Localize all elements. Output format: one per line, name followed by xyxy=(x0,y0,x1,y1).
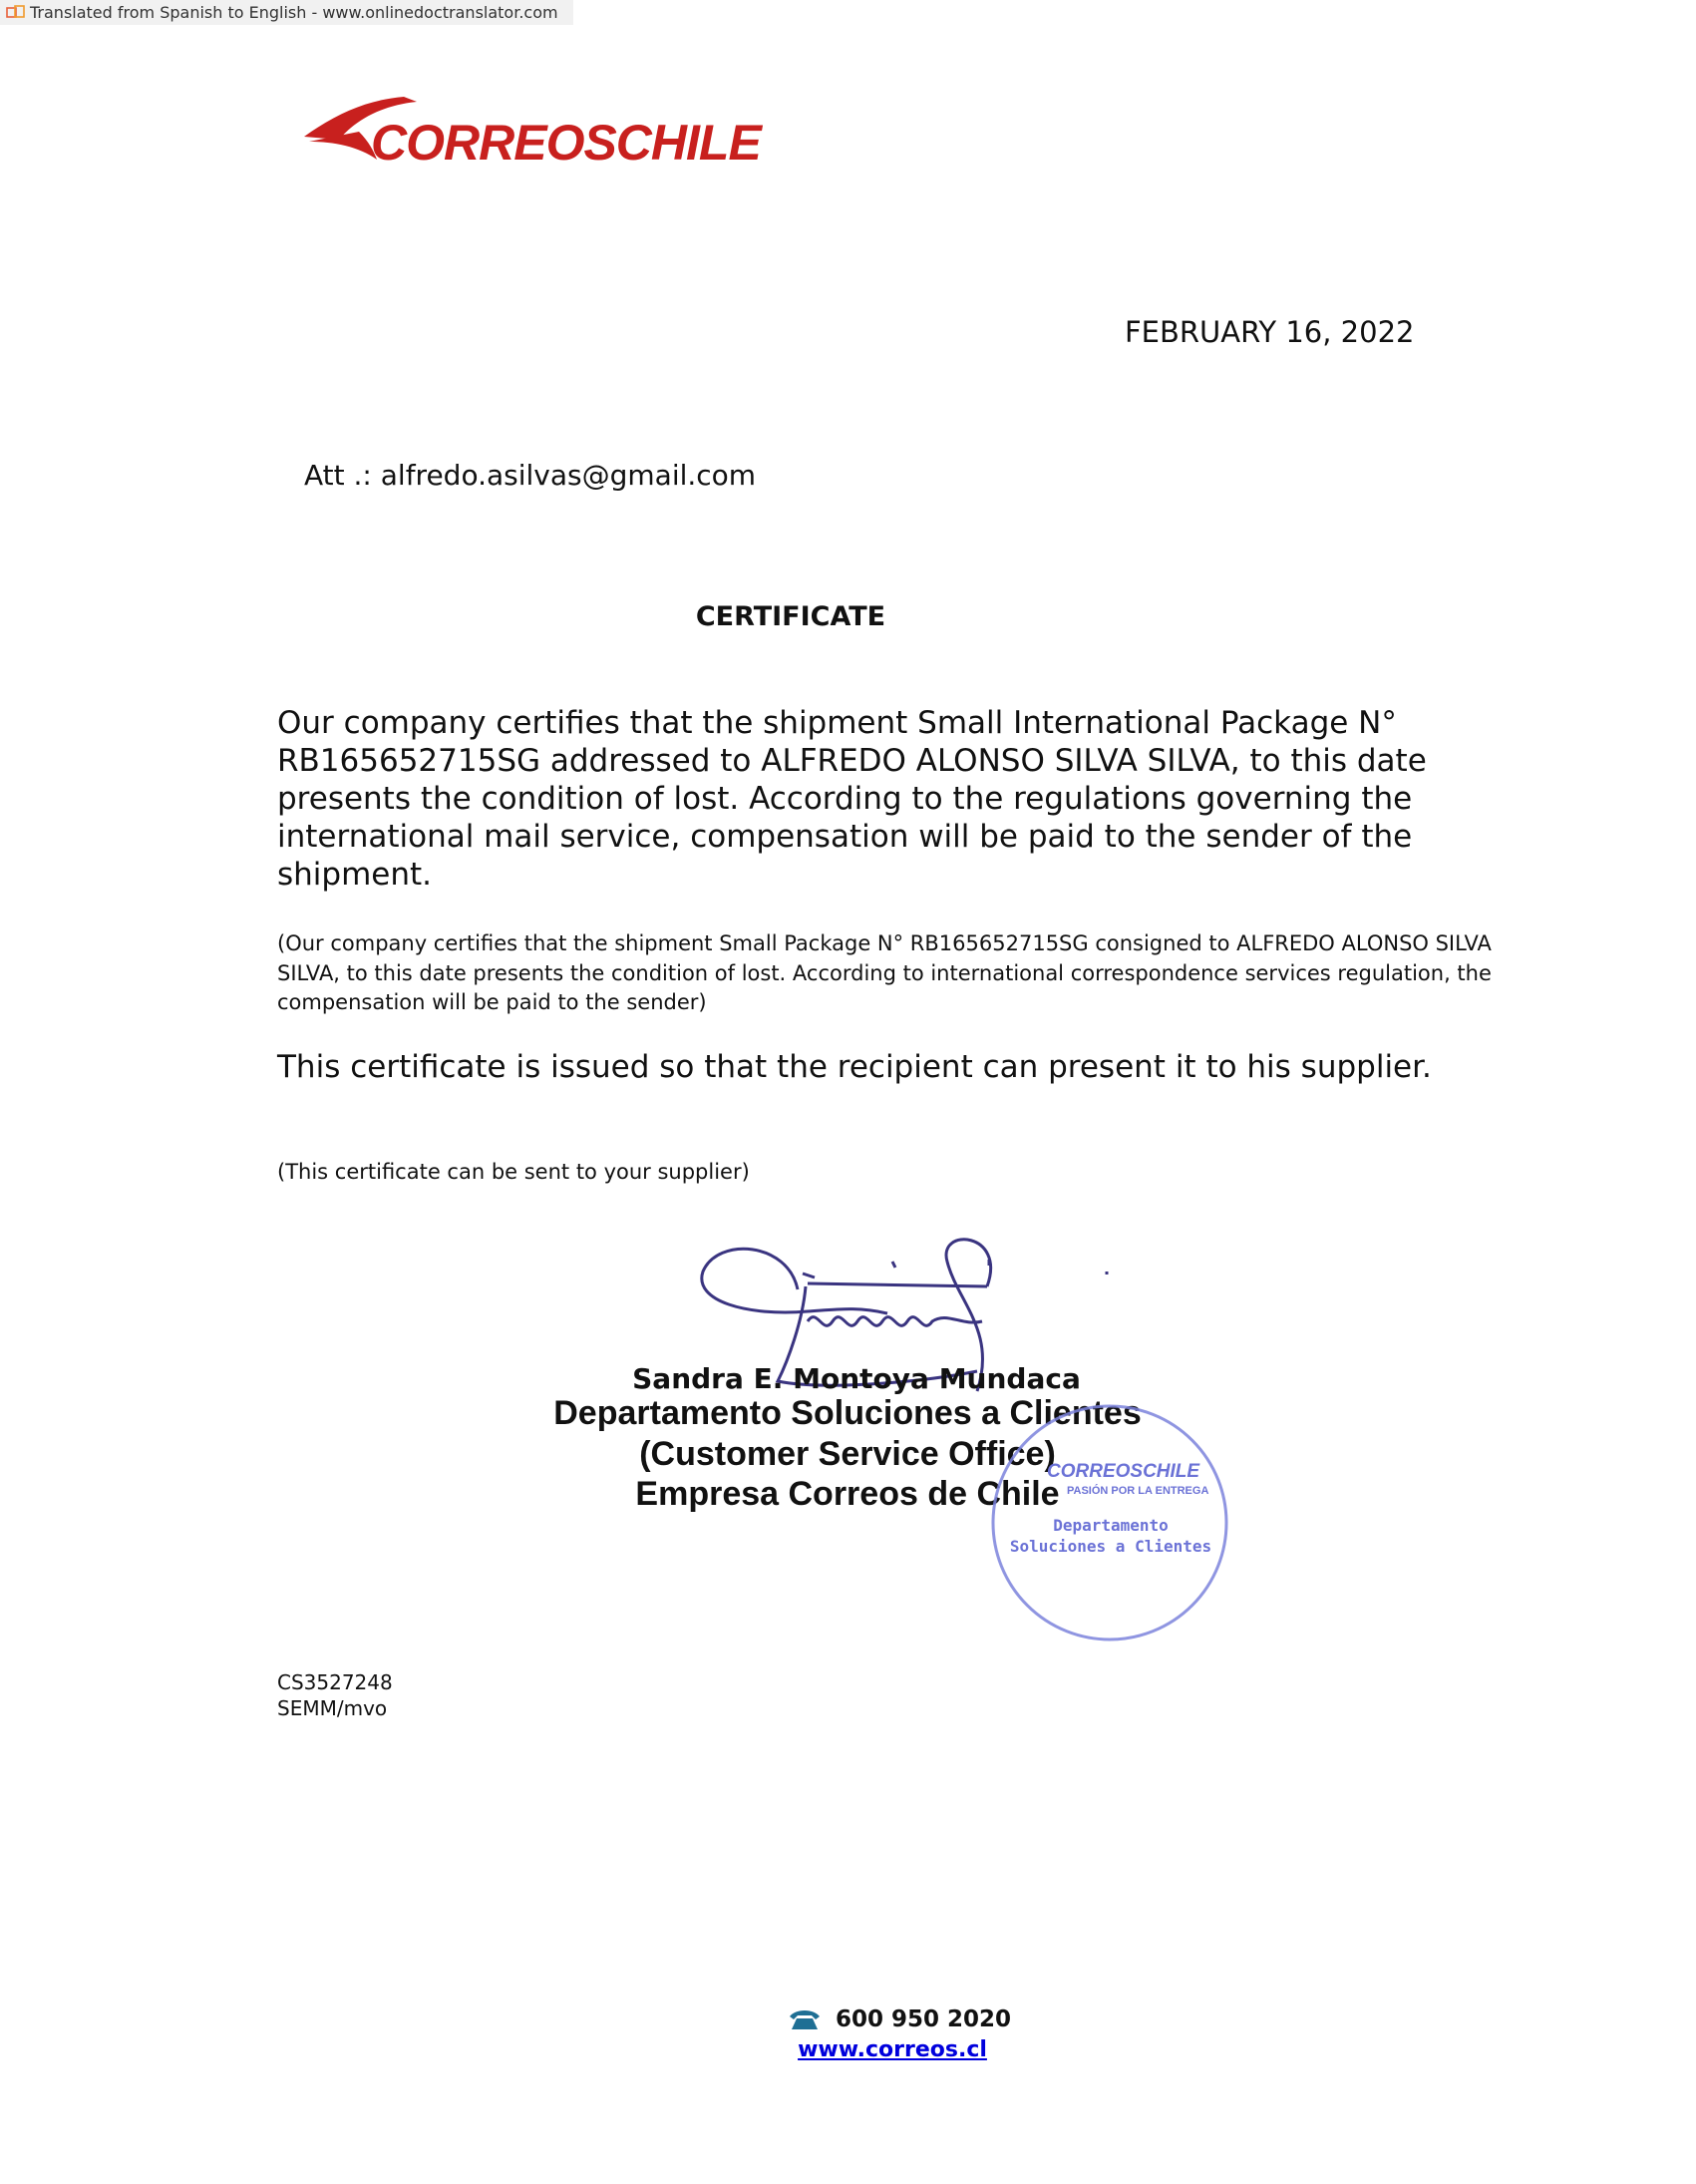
svg-text:CORREOSCHILE: CORREOSCHILE xyxy=(1047,1461,1200,1482)
banner-text: Translated from Spanish to English - www.onlinedoctranslator.com xyxy=(30,3,558,22)
svg-text:PASIÓN POR LA ENTREGA: PASIÓN POR LA ENTREGA xyxy=(1067,1485,1209,1497)
signatory-company: Empresa Correos de Chile xyxy=(635,1475,1060,1513)
issue-paragraph: This certificate is issued so that the recipient can present it to his supplier. xyxy=(277,1049,1432,1085)
letter-date: FEBRUARY 16, 2022 xyxy=(1125,315,1415,349)
website-link[interactable]: www.correos.cl xyxy=(798,2037,987,2062)
svg-text:Soluciones a Clientes: Soluciones a Clientes xyxy=(1009,1537,1212,1556)
main-paragraph: Our company certifies that the shipment Small International Package N° RB165652715SG addressed to ALFREDO ALONSO SILVA SILVA, to this date presents the condition of lost. According to the regulations governing the international mail service, compensation will be paid to the sender of the shipment. xyxy=(277,705,1427,893)
phone-number: 600 950 2020 xyxy=(836,2006,1012,2032)
reference-initials: SEMM/mvo xyxy=(277,1696,388,1720)
footer-phone xyxy=(788,2006,1011,2032)
secondary-paragraph: (Our company certifies that the shipment Small Package N° RB165652715SG consigned to ALFREDO ALONSO SILVA SILVA, to this date presents the condition of lost. According to international correspondence services regulation, the compensation will be paid to the sender) xyxy=(277,931,1492,1014)
signatory-name: Sandra E. Montoya Mundaca xyxy=(632,1362,1081,1395)
svg-text:Departamento: Departamento xyxy=(1053,1516,1169,1535)
signatory-department: Departamento Soluciones a Clientes xyxy=(553,1394,1142,1432)
supplier-note: (This certificate can be sent to your supplier) xyxy=(277,1160,750,1184)
telephone-icon xyxy=(788,2008,822,2030)
svg-text:CORREOSCHILE: CORREOSCHILE xyxy=(371,115,761,171)
document-title: CERTIFICATE xyxy=(695,601,886,632)
correoschile-logo xyxy=(299,92,788,176)
translate-icon xyxy=(6,5,26,21)
translation-banner[interactable] xyxy=(0,0,573,25)
signatory-department-english: (Customer Service Office) xyxy=(639,1435,1056,1473)
reference-code: CS3527248 xyxy=(277,1670,393,1694)
attention-line: Att .: alfredo.asilvas@gmail.com xyxy=(304,459,757,492)
department-stamp xyxy=(987,1401,1236,1654)
